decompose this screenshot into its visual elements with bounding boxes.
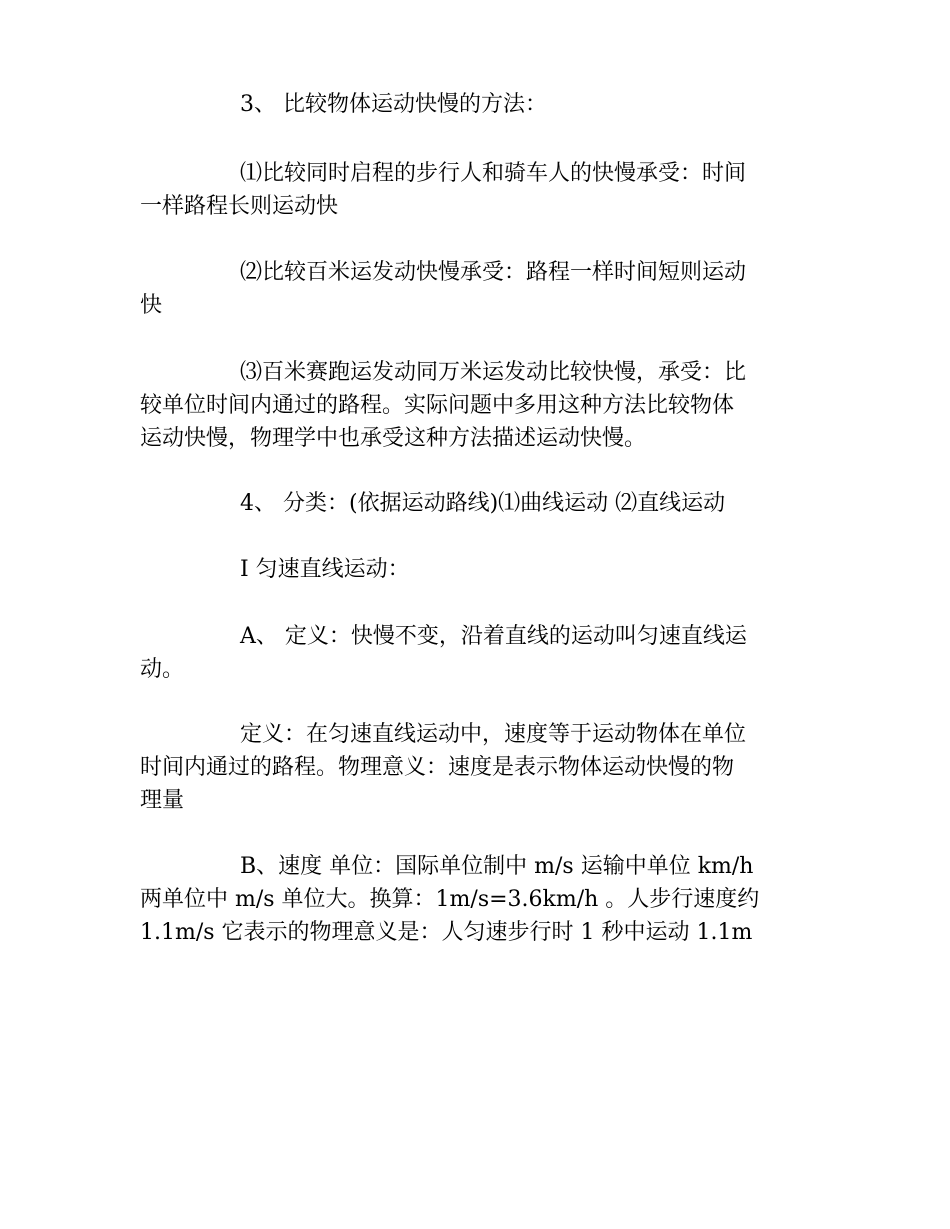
text-line: 两单位中 m/s 单位大。换算：1m/s=3.6km/h 。人步行速度约 (140, 887, 760, 912)
paragraph-method-1 (140, 157, 816, 223)
text-line: 较单位时间内通过的路程。实际问题中多用这种方法比较物体 (140, 393, 735, 418)
text-line: 快 (140, 293, 163, 318)
text-line: 4、 分类：(依据运动路线)⑴曲线运动 ⑵直线运动 (240, 491, 726, 516)
paragraph-uniform-motion-heading (140, 553, 816, 586)
text-line: A、 定义：快慢不变，沿着直线的运动叫匀速直线运 (240, 624, 747, 649)
text-line: Ⅰ 匀速直线运动： (240, 557, 410, 582)
paragraph-speed-comparison-heading (140, 88, 816, 121)
text-line: 动。 (140, 657, 185, 682)
text-line: B、速度 单位：国际单位制中 m/s 运输中单位 km/h (240, 854, 754, 879)
text-line: 运动快慢，物理学中也承受这种方法描述运动快慢。 (140, 426, 647, 451)
paragraph-method-3 (140, 356, 816, 455)
text-line: 一样路程长则运动快 (140, 194, 339, 219)
text-line: 1.1m/s 它表示的物理意义是：人匀速步行时 1 秒中运动 1.1m (140, 920, 753, 945)
paragraph-definition-a (140, 620, 816, 686)
text-line: ⑴比较同时启程的步行人和骑车人的快慢承受：时间 (240, 161, 747, 186)
text-line: ⑵比较百米运发动快慢承受：路程一样时间短则运动 (240, 260, 747, 285)
text-line: ⑶百米赛跑运发动同万米运发动比较快慢，承受：比 (240, 360, 747, 385)
text-line: 理量 (140, 788, 185, 813)
paragraph-classification (140, 487, 816, 520)
paragraph-speed-definition (140, 718, 816, 817)
text-line: 时间内通过的路程。物理意义：速度是表示物体运动快慢的物 (140, 755, 735, 780)
paragraph-method-2 (140, 256, 816, 322)
text-line: 定义：在匀速直线运动中，速度等于运动物体在单位 (240, 722, 747, 747)
paragraph-speed-units (140, 850, 816, 949)
text-line: 3、 比较物体运动快慢的方法： (240, 92, 547, 117)
